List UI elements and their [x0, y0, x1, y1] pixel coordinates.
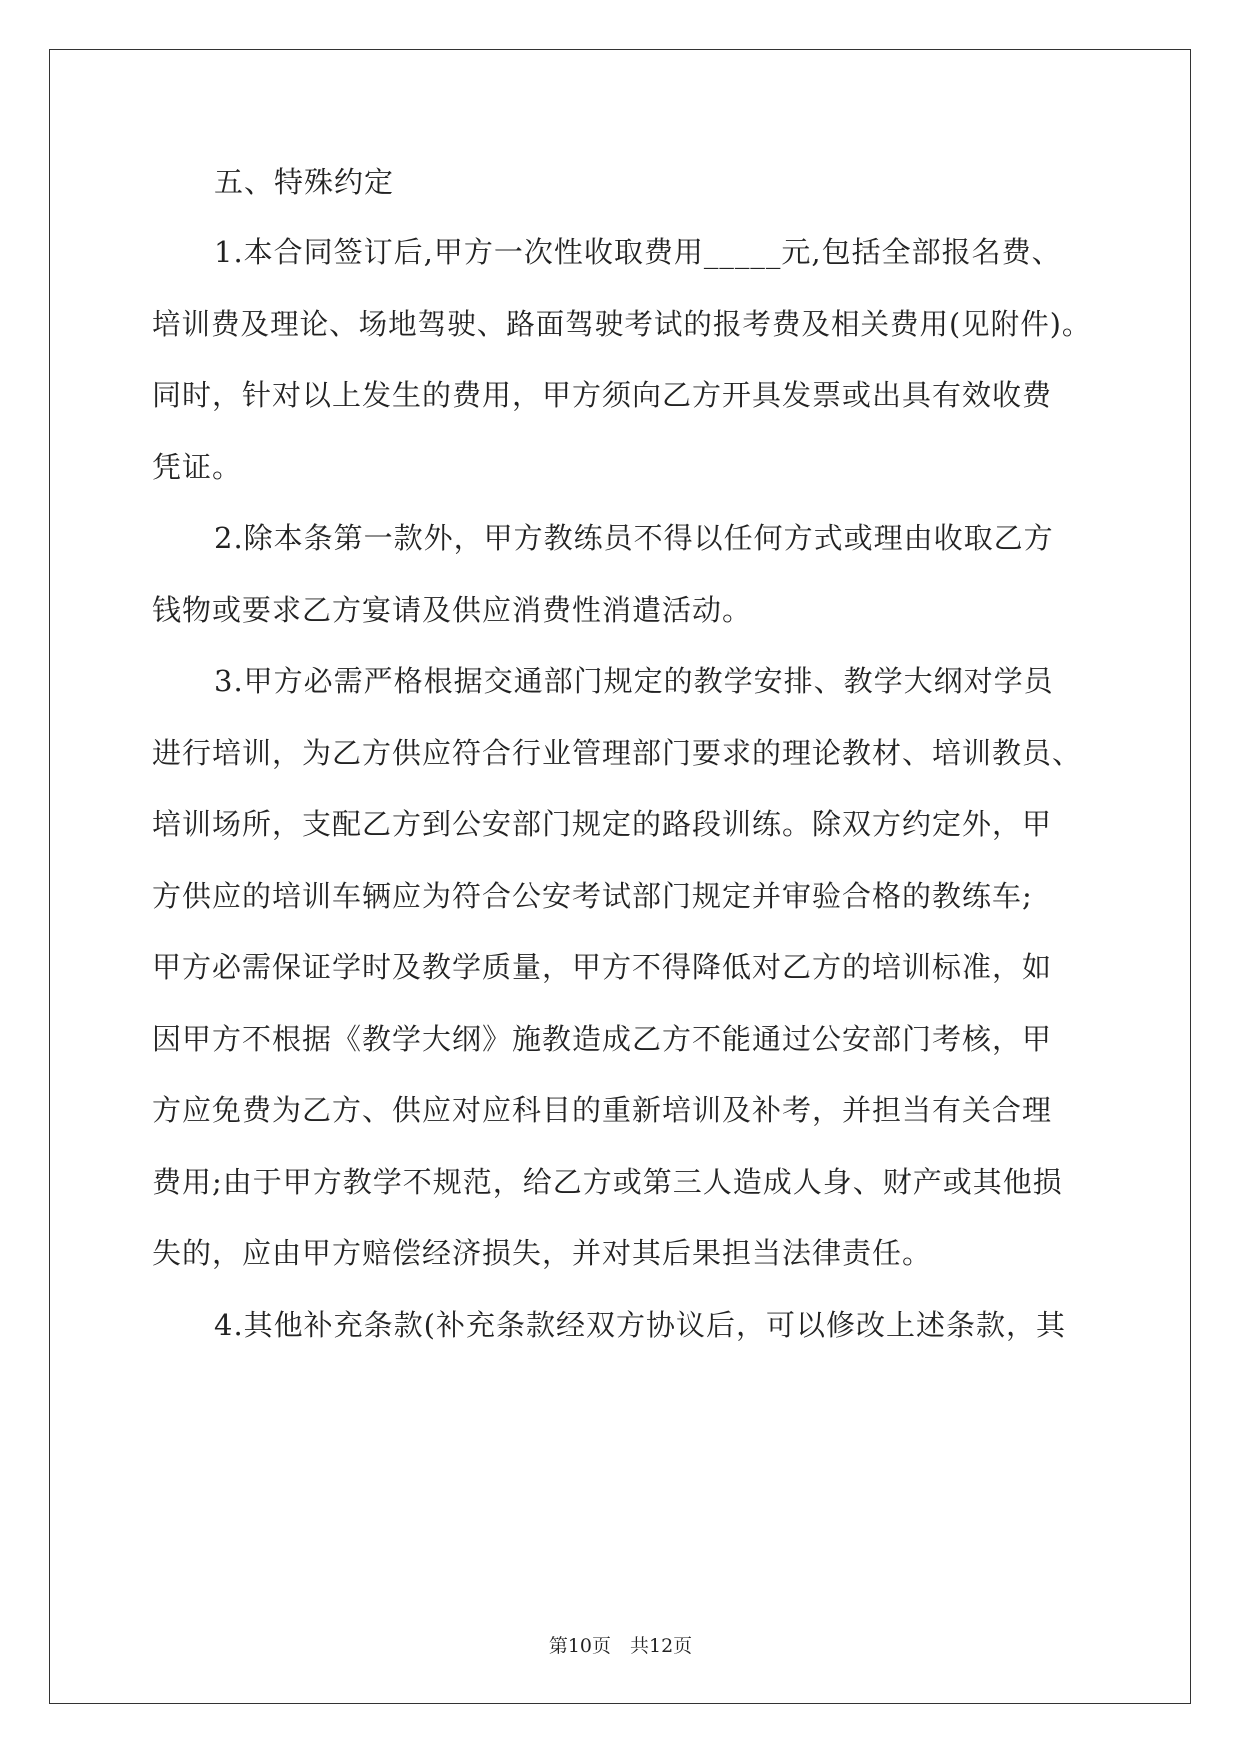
page-footer: [0, 1634, 1241, 1658]
paragraph-1-line-2: 培训费及理论、场地驾驶、路面驾驶考试的报考费及相关费用(见附件)。: [152, 307, 1092, 341]
paragraph-1-line-4: 凭证。: [152, 450, 243, 484]
paragraph-2-line-1: 2.除本条第一款外，甲方教练员不得以任何方式或理由收取乙方: [214, 521, 1054, 555]
paragraph-3-line-8: 费用;由于甲方教学不规范，给乙方或第三人造成人身、财产或其他损: [152, 1165, 1063, 1199]
paragraph-3-line-2: 进行培训，为乙方供应符合行业管理部门要求的理论教材、培训教员、: [152, 736, 1083, 770]
paragraph-4-line-1: 4.其他补充条款(补充条款经双方协议后，可以修改上述条款，其: [214, 1308, 1066, 1342]
paragraph-3-line-1: 3.甲方必需严格根据交通部门规定的教学安排、教学大纲对学员: [214, 664, 1054, 698]
paragraph-1-line-3: 同时，针对以上发生的费用，甲方须向乙方开具发票或出具有效收费: [152, 378, 1053, 412]
paragraph-3-line-6: 因甲方不根据《教学大纲》施教造成乙方不能通过公安部门考核，甲: [152, 1022, 1053, 1056]
paragraph-3-line-4: 方供应的培训车辆应为符合公安考试部门规定并审验合格的教练车;: [152, 879, 1033, 913]
paragraph-3-line-7: 方应免费为乙方、供应对应科目的重新培训及补考，并担当有关合理: [152, 1093, 1053, 1127]
page-number: 第10页 共12页: [548, 1635, 693, 1657]
paragraph-3-line-9: 失的，应由甲方赔偿经济损失，并对其后果担当法律责任。: [152, 1236, 933, 1270]
paragraph-1-line-1: 1.本合同签订后,甲方一次性收取费用_____元,包括全部报名费、: [214, 235, 1062, 269]
paragraph-2-line-2: 钱物或要求乙方宴请及供应消费性消遣活动。: [152, 593, 753, 627]
paragraph-3-line-3: 培训场所，支配乙方到公安部门规定的路段训练。除双方约定外，甲: [152, 807, 1053, 841]
section-heading: 五、特殊约定: [214, 165, 395, 199]
paragraph-3-line-5: 甲方必需保证学时及教学质量，甲方不得降低对乙方的培训标准，如: [152, 950, 1053, 984]
